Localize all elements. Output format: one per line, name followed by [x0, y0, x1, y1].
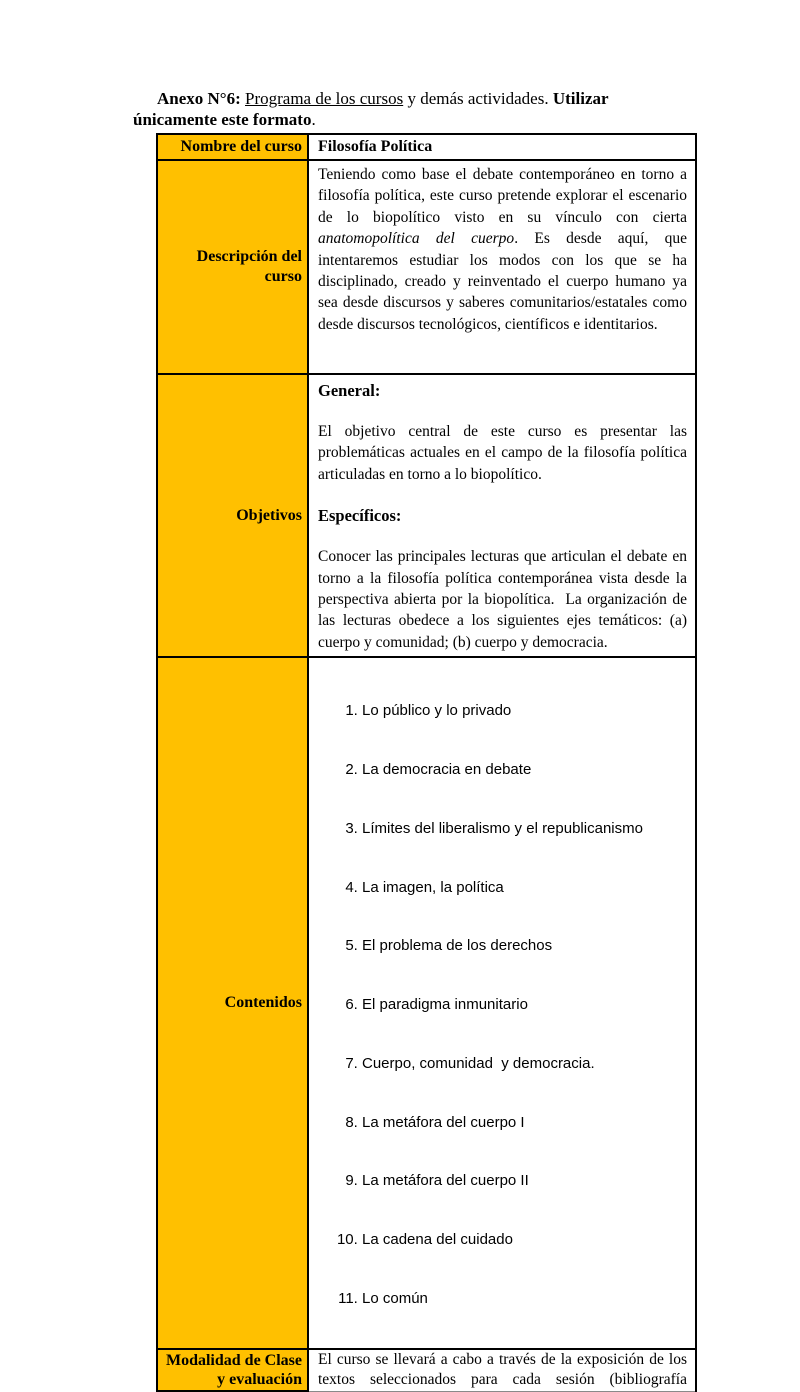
annex-heading-line2	[133, 109, 718, 130]
row-contents	[157, 657, 696, 1349]
modality-label: Modalidad de Clase y evaluación	[157, 1349, 308, 1392]
contents-label: Contenidos	[157, 657, 308, 1349]
contents-item: 4. La imagen, la política	[362, 878, 687, 898]
annex-instruction-start: Utilizar	[552, 89, 609, 108]
objectives-label: Objetivos	[157, 374, 308, 657]
contents-item: 1. Lo público y lo privado	[362, 701, 687, 721]
contents-item: 6. El paradigma inmunitario	[362, 995, 687, 1015]
contents-item: 9. La metáfora del cuerpo II	[362, 1171, 687, 1191]
row-course-name	[157, 134, 696, 160]
contents-list	[318, 662, 687, 1348]
row-modality-evaluation	[157, 1349, 696, 1392]
contents-item: 2. La democracia en debate	[362, 760, 687, 780]
description-segment-2: . Es desde aquí, que intentaremos estudiar los modos con los que se ha disciplinado, creado y reinventado el cuerpo humano ya sea desde discursos y saberes comunitarios/estatales como desde discursos tecnológicos, científicos e identitarios.	[318, 230, 691, 333]
course-description-cell	[308, 160, 696, 374]
annex-title-rest: y demás actividades.	[403, 89, 553, 108]
annex-title-underlined: Programa de los cursos	[245, 89, 404, 108]
annex-number: Anexo N°6:	[157, 89, 246, 108]
annex-instruction-end: únicamente este formato	[133, 110, 312, 129]
course-name-value: Filosofía Política	[308, 134, 696, 160]
description-segment-1: Teniendo como base el debate contemporáneo en torno a filosofía política, este curso pretende explorar el escenario de lo biopolítico visto en su vínculo con cierta	[318, 166, 691, 226]
contents-item: 8. La metáfora del cuerpo I	[362, 1113, 687, 1133]
contents-item: 7. Cuerpo, comunidad y democracia.	[362, 1054, 687, 1074]
specific-objectives-text: Conocer las principales lecturas que articulan el debate en torno a la filosofía política contemporánea vista desde la perspectiva abierta por la biopolítica. La organización de las lecturas obedece a los siguientes ejes temáticos: (a) cuerpo y comunidad; (b) cuerpo y democracia.	[318, 548, 691, 651]
contents-item: 11. Lo común	[362, 1289, 687, 1309]
course-name-label: Nombre del curso	[157, 134, 308, 160]
description-italic-term: anatomopolítica del cuerpo	[318, 230, 515, 248]
modality-text-line1: El curso se llevará a cabo a través de la exposición de los	[318, 1350, 687, 1368]
annex-period: .	[311, 110, 316, 129]
row-objectives	[157, 374, 696, 657]
course-description-label: Descripción del curso	[157, 160, 308, 374]
contents-item: 3. Límites del liberalismo y el republicanismo	[362, 819, 687, 839]
general-objective-heading: General:	[318, 381, 381, 400]
annex-heading-line1	[133, 88, 718, 109]
modality-cell	[308, 1349, 696, 1392]
course-program-table	[156, 133, 697, 1392]
modality-text-line2: textos seleccionados para cada sesión (bibliografía	[318, 1371, 687, 1389]
specific-objectives-heading: Específicos:	[318, 506, 402, 526]
objectives-cell	[308, 374, 696, 657]
annex-heading	[133, 88, 718, 130]
contents-cell	[308, 657, 696, 1349]
course-description-text	[318, 164, 691, 335]
general-objective-text: El objetivo central de este curso es presentar las problemáticas actuales en el campo de la filosofía política articuladas en torno a lo biopolítico.	[318, 423, 691, 483]
row-course-description	[157, 160, 696, 374]
contents-item: 5. El problema de los derechos	[362, 936, 687, 956]
contents-item: 10. La cadena del cuidado	[362, 1230, 687, 1250]
